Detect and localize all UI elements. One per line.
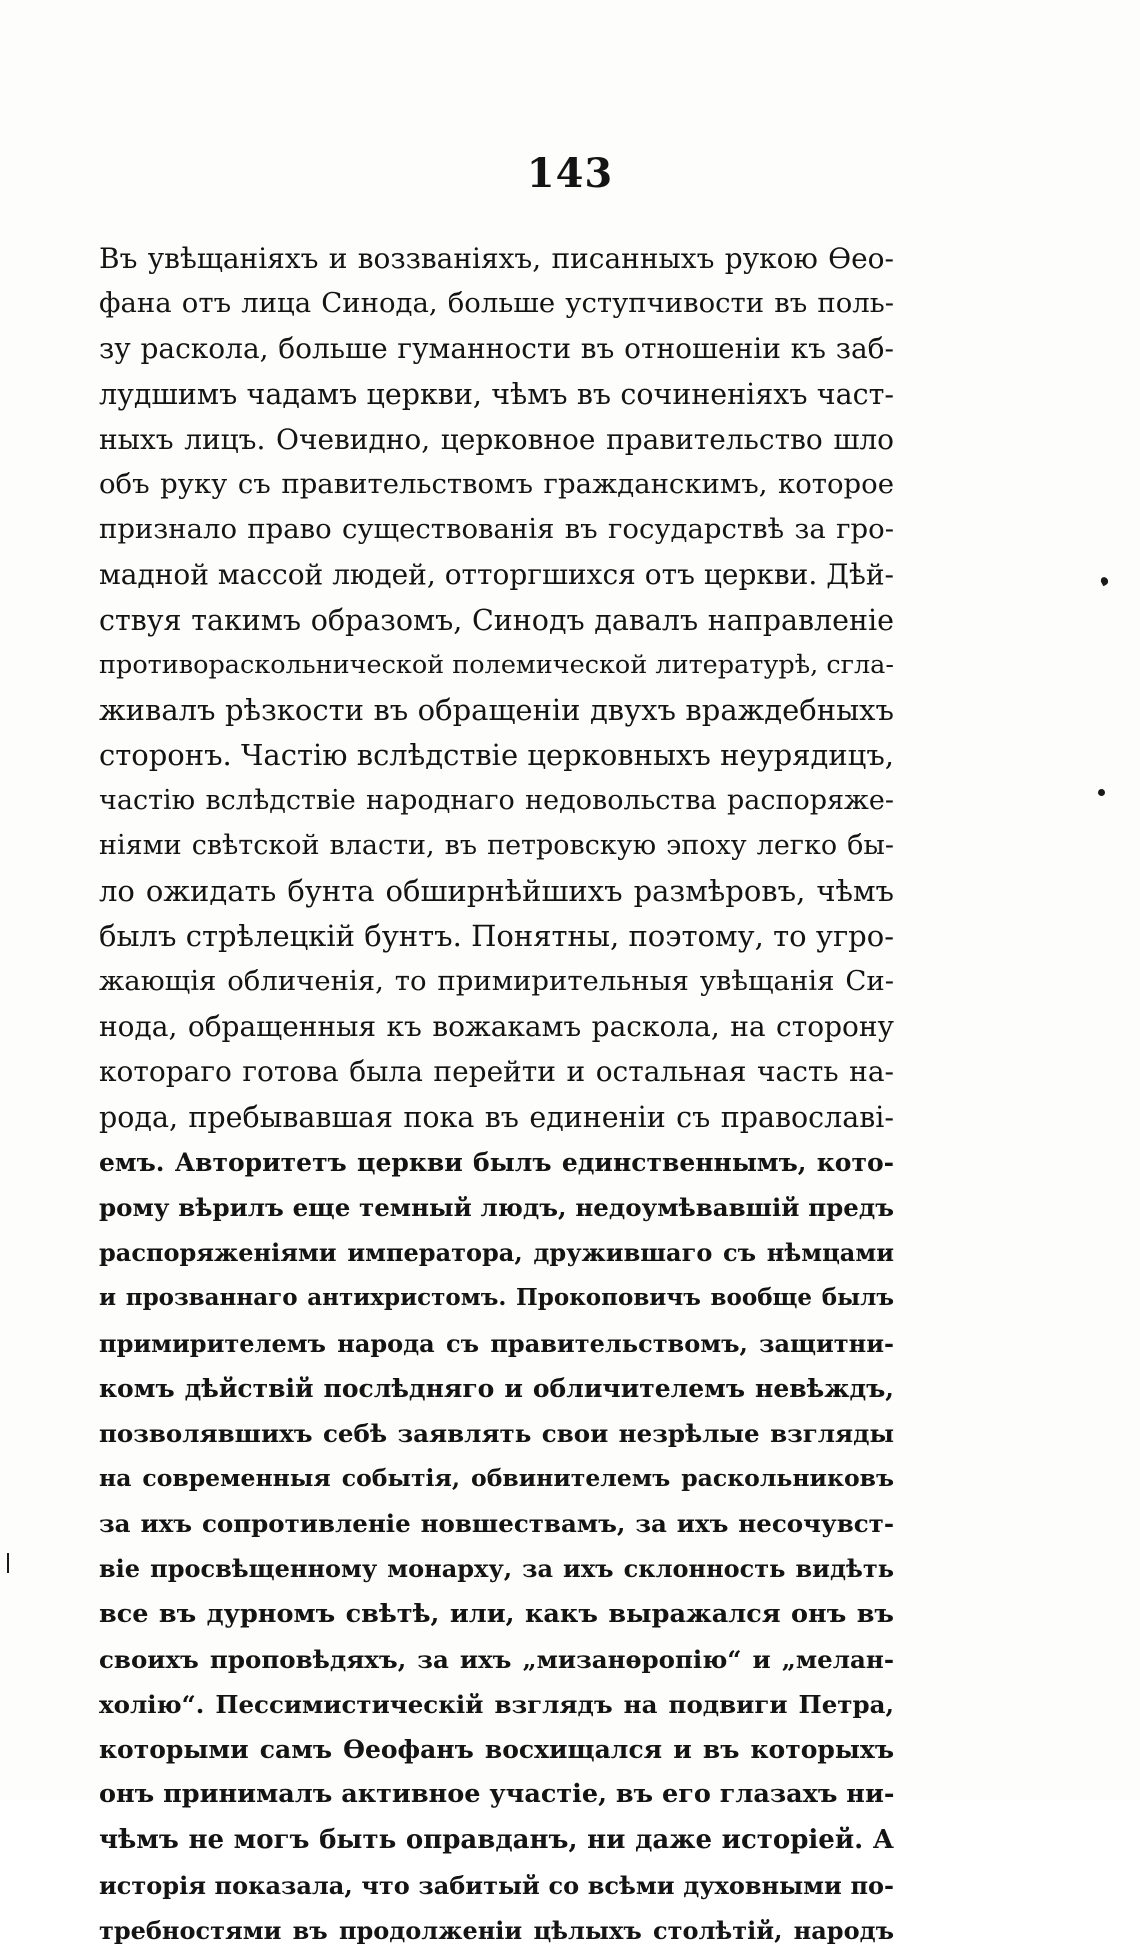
text-line: рода, пребывавшая пока въ единеніи съ православі-	[99, 1100, 894, 1134]
text-line: нода, обращенныя къ вожакамъ раскола, на сторону	[99, 1010, 894, 1044]
text-line: жающія обличенія, то примирительныя увѣщанія Си-	[99, 965, 894, 997]
text-line: мадной массой людей, отторгшихся отъ церкви. Дѣй-	[99, 558, 894, 592]
text-line: фана отъ лица Синода, больше уступчивости въ поль-	[99, 287, 894, 320]
text-line: за ихъ сопротивленіе новшествамъ, за ихъ несочувст-	[99, 1509, 894, 1539]
text-line: требностями въ продолженіи цѣлыхъ столѣтій, народъ	[99, 1915, 894, 1945]
text-line: онъ принималъ активное участіе, въ его глазахъ ни-	[99, 1779, 895, 1810]
text-line: ніями свѣтской власти, въ петровскую эпоху легко бы-	[99, 830, 894, 862]
text-line: объ руку съ правительствомъ гражданскимъ, которое	[99, 467, 894, 500]
text-line: котораго готова была перейти и остальная часть на-	[99, 1055, 894, 1089]
body-paragraph	[99, 236, 894, 1953]
text-line: и прозваннаго антихристомъ. Прокоповичъ вообще былъ	[99, 1284, 894, 1312]
text-line: живалъ рѣзкости въ обращеніи двухъ враждебныхъ	[99, 692, 894, 727]
page-number: 143	[526, 150, 614, 197]
text-line: былъ стрѣлецкій бунтъ. Понятны, поэтому, то угро-	[99, 918, 894, 953]
text-line: примирителемъ народа съ правительствомъ, защитни-	[99, 1328, 894, 1358]
text-line: позволявшихъ себѣ заявлять свои незрѣлые взгляды	[99, 1418, 894, 1448]
text-line: которыми самъ Ѳеофанъ восхищался и въ которыхъ	[99, 1735, 894, 1765]
text-line: емъ. Авторитетъ церкви былъ единственнымъ, кото-	[99, 1147, 894, 1177]
text-line: холію“. Пессимистическій взглядъ на подвиги Петра,	[99, 1690, 894, 1719]
text-line: ныхъ лицъ. Очевидно, церковное правительство шло	[99, 422, 894, 456]
text-line: признало право существованія въ государствѣ за гро-	[99, 513, 894, 546]
scan-margin-mark	[7, 1553, 9, 1573]
text-line: исторія показала, что забитый со всѣми духовными по-	[99, 1870, 894, 1900]
text-line: рому вѣрилъ еще темный людъ, недоумѣвавшій предъ	[99, 1192, 894, 1222]
text-line: зу раскола, больше гуманности въ отношеніи къ заб-	[99, 332, 894, 366]
text-line: Въ увѣщаніяхъ и воззваніяхъ, писанныхъ рукою Ѳео-	[99, 242, 894, 275]
ink-speck	[1099, 576, 1109, 586]
text-line: распоряженіями императора, дружившаго съ нѣмцами	[99, 1238, 894, 1268]
text-line: лудшимъ чадамъ церкви, чѣмъ въ сочиненіяхъ част-	[99, 377, 894, 411]
text-line: частію вслѣдствіе народнаго недовольства распоряже-	[99, 785, 894, 817]
text-line: віе просвѣщенному монарху, за ихъ склонность видѣть	[99, 1554, 894, 1584]
text-line: на современныя событія, обвинителемъ раскольниковъ	[99, 1464, 894, 1493]
text-line: противораскольнической полемической литературѣ, сгла-	[99, 649, 894, 680]
text-line: ло ожидать бунта обширнѣйшихъ размѣровъ, чѣмъ	[99, 873, 894, 908]
text-line: чѣмъ не могъ быть оправданъ, ни даже исторіей. А	[99, 1824, 894, 1855]
text-line: комъ дѣйствій послѣдняго и обличителемъ невѣждъ,	[99, 1373, 894, 1403]
text-line: ствуя такимъ образомъ, Синодъ давалъ направленіе	[99, 603, 894, 637]
text-line: все въ дурномъ свѣтѣ, или, какъ выражался онъ въ	[99, 1598, 894, 1629]
text-line: своихъ проповѣдяхъ, за ихъ „мизанѳропію“ и „мелан-	[99, 1644, 894, 1674]
text-line: сторонъ. Частію вслѣдствіе церковныхъ неурядицъ,	[99, 738, 894, 773]
ink-speck	[1098, 789, 1105, 796]
